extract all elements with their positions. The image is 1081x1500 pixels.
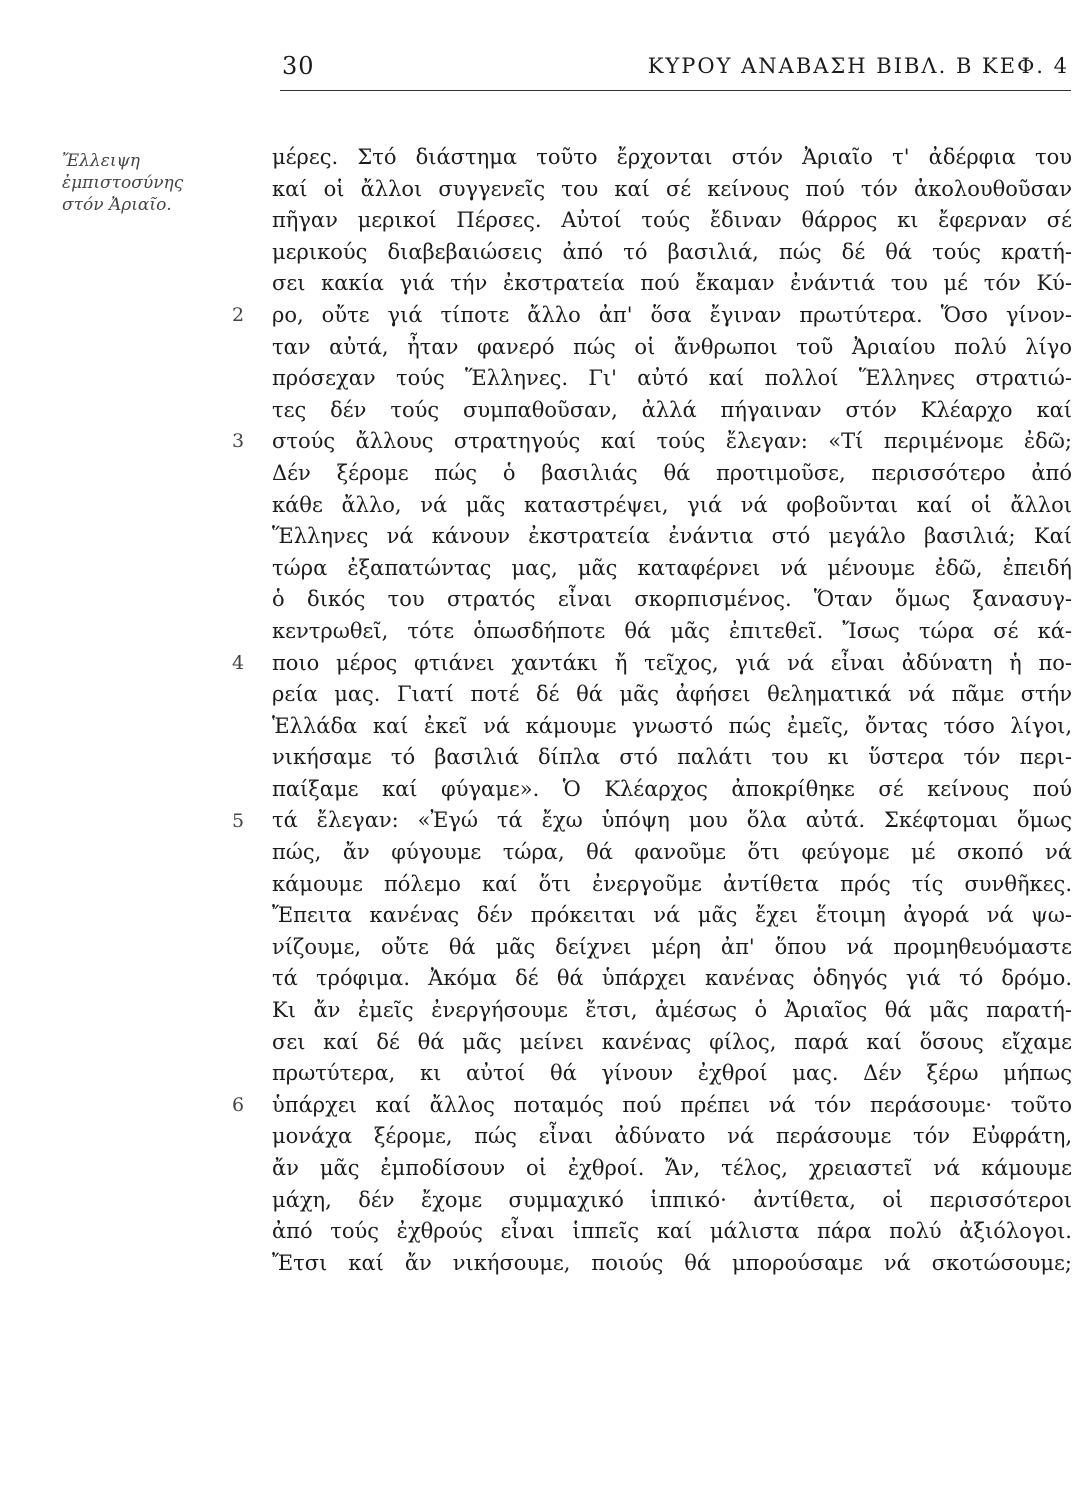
text-line: πῆγαν μερικοί Πέρσες. Αὐτοί τούς ἔδιναν θάρρος κι ἔφερναν σέ xyxy=(272,208,1072,233)
text-line: ρεία μας. Γιατί ποτέ δέ θά μᾶς ἀφήσει θεληματικά νά πᾶμε στήν xyxy=(272,682,1072,707)
page-number: 30 xyxy=(282,52,315,80)
text-line: ἄν μᾶς ἐμποδίσουν οἱ ἐχθροί. Ἄν, τέλος, χρειαστεῖ νά κάμουμε xyxy=(272,1156,1072,1180)
text-line: τες δέν τούς συμπαθοῦσαν, ἀλλά πήγαιναν στόν Κλέαρχο καί xyxy=(272,397,1072,422)
text-line: μάχη, δέν ἔχομε συμμαχικό ἱππικό· ἀντίθετα, οἱ περισσότεροι xyxy=(272,1187,1072,1212)
text-line: τά τρόφιμα. Ἀκόμα δέ θά ὑπάρχει κανένας ὁδηγός γιά τό δρόμο. xyxy=(272,966,1072,991)
margin-note-line: ἐμπιστοσύνης xyxy=(62,173,184,193)
running-head: ΚΥΡΟΥ ΑΝΑΒΑΣΗ ΒΙΒΛ. Β ΚΕΦ. 4 xyxy=(647,54,1069,78)
text-line: σει καί δέ θά μᾶς μείνει κανένας φίλος, παρά καί ὅσους εἴχαμε xyxy=(272,1029,1072,1054)
text-line: Ἔτσι καί ἄν νικήσουμε, ποιούς θά μπορούσαμε νά σκοτώσουμε; xyxy=(272,1250,1072,1275)
text-line: Δέν ξέρομε πώς ὁ βασιλιάς θά προτιμοῦσε, περισσότερο ἀπό xyxy=(272,460,1072,485)
text-line: σει κακία γιά τήν ἐκστρατεία πού ἔκαμαν ἐνάντιά του μέ τόν Κύ- xyxy=(272,271,1072,296)
text-line: καί οἱ ἄλλοι συγγενεῖς του καί σέ κείνους πού τόν ἀκολουθοῦσαν xyxy=(272,176,1072,201)
margin-note-line: στόν Ἀριαῖο. xyxy=(62,195,172,215)
text-line: νίζουμε, οὔτε θά μᾶς δείχνει μέρη ἀπ' ὅπου νά προμηθευόμαστε xyxy=(272,934,1072,959)
text-line: μερικούς διαβεβαιώσεις ἀπό τό βασιλιά, πώς δέ θά τούς κρατή- xyxy=(272,239,1072,264)
text-line: ἀπό τούς ἐχθρούς εἶναι ἱππεῖς καί μάλιστα πάρα πολύ ἀξιόλογοι. xyxy=(272,1219,1072,1244)
text-line: μέρες. Στό διάστημα τοῦτο ἔρχονται στόν Ἀριαῖο τ' ἀδέρφια του xyxy=(272,145,1072,169)
text-line: ποιο μέρος φτιάνει χαντάκι ἤ τεῖχος, γιά νά εἶναι ἀδύνατη ἡ πο- xyxy=(272,650,1072,675)
margin-note-line: Ἔλλειψη xyxy=(62,151,140,171)
text-line: πρόσεχαν τούς Ἕλληνες. Γι' αὐτό καί πολλοί Ἕλληνες στρατιώ- xyxy=(272,366,1072,391)
text-line: παίξαμε καί φύγαμε». Ὁ Κλέαρχος ἀποκρίθηκε σέ κείνους πού xyxy=(272,776,1072,801)
body-text xyxy=(272,142,1072,1279)
section-number: 4 xyxy=(232,651,245,674)
header-rule xyxy=(280,90,1071,91)
text-line: μονάχα ξέρομε, πώς εἶναι ἀδύνατο νά περάσουμε τόν Εὐφράτη, xyxy=(272,1124,1072,1149)
text-line: Ἔπειτα κανένας δέν πρόκειται νά μᾶς ἔχει ἕτοιμη ἀγορά νά ψω- xyxy=(272,903,1072,928)
text-line: ρο, οὔτε γιά τίποτε ἄλλο ἀπ' ὅσα ἔγιναν πρωτύτερα. Ὅσο γίνον- xyxy=(272,302,1072,327)
text-line: στούς ἄλλους στρατηγούς καί τούς ἔλεγαν: «Τί περιμένομε ἐδῶ; xyxy=(272,429,1072,454)
text-line: κάμουμε πόλεμο καί ὅτι ἐνεργοῦμε ἀντίθετα πρός τίς συνθῆκες. xyxy=(272,871,1072,896)
text-line: Ἕλληνες νά κάνουν ἐκστρατεία ἐνάντια στό μεγάλο βασιλιά; Καί xyxy=(272,524,1072,549)
section-number: 2 xyxy=(232,304,245,326)
text-line: νικήσαμε τό βασιλιά δίπλα στό παλάτι του κι ὕστερα τόν περι- xyxy=(272,745,1072,770)
text-line: ὑπάρχει καί ἄλλος ποταμός πού πρέπει νά τόν περάσουμε· τοῦτο xyxy=(272,1092,1072,1117)
section-number: 6 xyxy=(232,1094,245,1116)
text-line: τώρα ἐξαπατώντας μας, μᾶς καταφέρνει νά μένουμε ἐδῶ, ἐπειδή xyxy=(272,555,1072,580)
text-line: κεντρωθεῖ, τότε ὁπωσδήποτε θά μᾶς ἐπιτεθεῖ. Ἴσως τώρα σέ κά- xyxy=(272,618,1072,643)
text-line: τά ἔλεγαν: «Ἐγώ τά ἔχω ὑπόψη μου ὅλα αὐτά. Σκέφτομαι ὅμως xyxy=(272,808,1072,833)
section-number: 5 xyxy=(232,809,245,832)
margin-note xyxy=(62,150,242,216)
text-line: Ἑλλάδα καί ἐκεῖ νά κάμουμε γνωστό πώς ἐμεῖς, ὄντας τόσο λίγοι, xyxy=(272,713,1072,738)
text-line: πώς, ἄν φύγουμε τώρα, θά φανοῦμε ὅτι φεύγομε μέ σκοπό νά xyxy=(272,840,1072,865)
text-line: κάθε ἄλλο, νά μᾶς καταστρέψει, γιά νά φοβοῦνται καί οἱ ἄλλοι xyxy=(272,492,1072,517)
section-number: 3 xyxy=(232,430,245,453)
text-line: ὁ δικός του στρατός εἶναι σκορπισμένος. Ὅταν ὅμως ξανασυγ- xyxy=(272,587,1072,612)
text-line: πρωτύτερα, κι αὐτοί θά γίνουν ἐχθροί μας. Δέν ξέρω μήπως xyxy=(272,1061,1072,1086)
text-line: Κι ἄν ἐμεῖς ἐνεργήσουμε ἔτσι, ἀμέσως ὁ Ἀριαῖος θά μᾶς παρατή- xyxy=(272,998,1072,1023)
text-line: ταν αὐτά, ἦταν φανερό πώς οἱ ἄνθρωποι τοῦ Ἀριαίου πολύ λίγο xyxy=(272,334,1072,359)
